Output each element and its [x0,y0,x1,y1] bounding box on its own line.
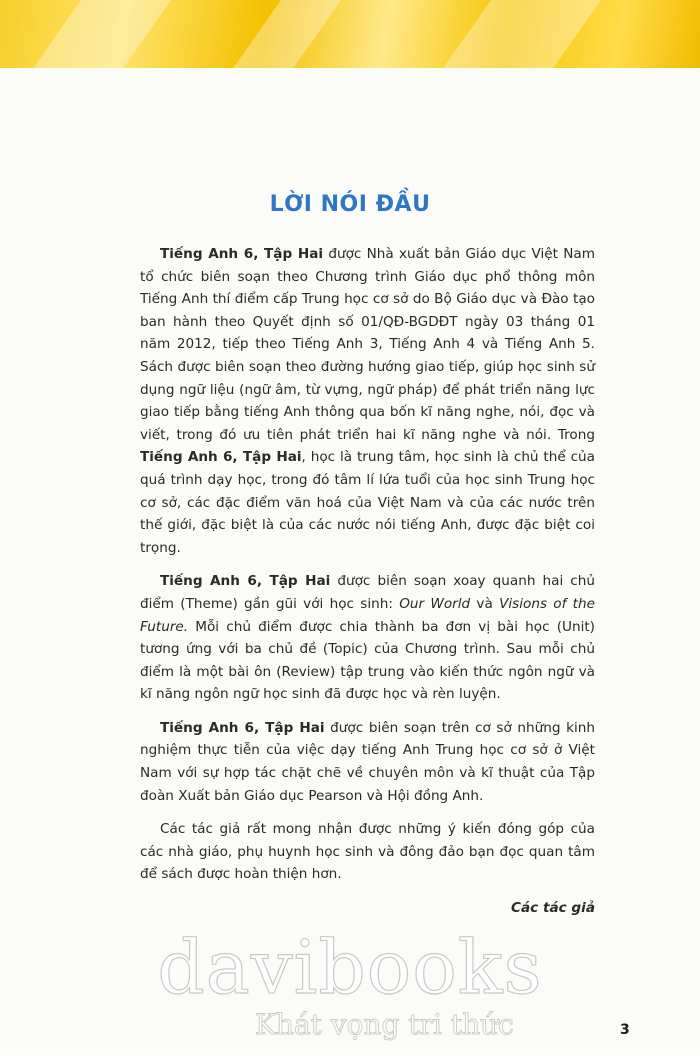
theme-name: Our World [399,595,471,612]
paragraph-text: được biên soạn xoay quanh hai chủ điểm (Theme) gần gũi với học sinh: [140,573,595,612]
book-title-emphasis: Tiếng Anh 6, Tập Hai [160,573,331,590]
yellow-header-band [0,0,700,68]
book-title-emphasis: Tiếng Anh 6, Tập Hai [160,719,325,736]
page-title: LỜI NÓI ĐẦU [269,192,431,217]
page-number: 3 [620,1022,630,1038]
preface-body [140,243,595,931]
book-title-emphasis: Tiếng Anh 6, Tập Hai [160,246,324,262]
paragraph-text: Các tác giả rất mong nhận được những ý kiến đóng góp của các nhà giáo, phụ huynh học sinh và đông đảo bạn đọc quan tâm để sách được hoàn thiện hơn. [140,821,595,883]
paragraph [140,717,595,807]
paragraph-text: và [470,595,500,612]
book-title-emphasis: Tiếng Anh 6, Tập Hai [140,449,302,466]
paragraph [140,243,595,559]
watermark-tagline: Khát vọng tri thức [255,1008,514,1041]
theme-name: Visions of the Future. [140,595,595,635]
author-signature: Các tác giả [511,900,595,917]
paragraph-text: , học là trung tâm, học sinh là chủ thể của quá trình dạy học, trong đó tâm lí lứa tuổi của học sinh Trung học cơ sở, các đặc điểm văn hoá của Việt Nam và của các nước trên thế giới, đặc biệt là của các nước nói tiếng Anh, được đặc biệt coi trọng. [140,449,595,556]
paragraph [140,570,595,706]
watermark-logo: davibooks [157,925,543,1011]
paragraph-text: Mỗi chủ điểm được chia thành ba đơn vị bài học (Unit) tương ứng với ba chủ đề (Topic) của Chương trình. Sau mỗi chủ điểm là một bài ôn (Review) tập trung vào kiến thức ngôn ngữ và kĩ năng ngôn ngữ học sinh đã được học và rèn luyện. [140,618,595,703]
paragraph-list [140,243,595,886]
paragraph-text: được biên soạn trên cơ sở những kinh nghiệm thực tiễn của việc dạy tiếng Anh Trung học cơ sở ở Việt Nam với sự hợp tác chặt chẽ về chuyên môn và kĩ thuật của Tập đoàn Xuất bản Giáo dục Pearson và Hội đồng Anh. [140,719,596,804]
paragraph-text: được Nhà xuất bản Giáo dục Việt Nam tổ chức biên soạn theo Chương trình Giáo dục phổ thông môn Tiếng Anh thí điểm cấp Trung học cơ sở do Bộ Giáo dục và Đào tạo ban hành theo Quyết định số 01/QĐ-BGDĐT ngày 03 tháng 01 năm 2012, tiếp theo Tiếng Anh 3, Tiếng Anh 4 và Tiếng Anh 5. Sách được biên soạn theo đường hướng giao tiếp, giúp học sinh sử dụng ngữ liệu (ngữ âm, từ vựng, ngữ pháp) để phát triển năng lực giao tiếp bằng tiếng Anh thông qua bốn kĩ năng nghe, nói, đọc và viết, trong đó ưu tiên phát triển hai kĩ năng nghe và nói. Trong [140,246,595,443]
paragraph [140,818,595,886]
